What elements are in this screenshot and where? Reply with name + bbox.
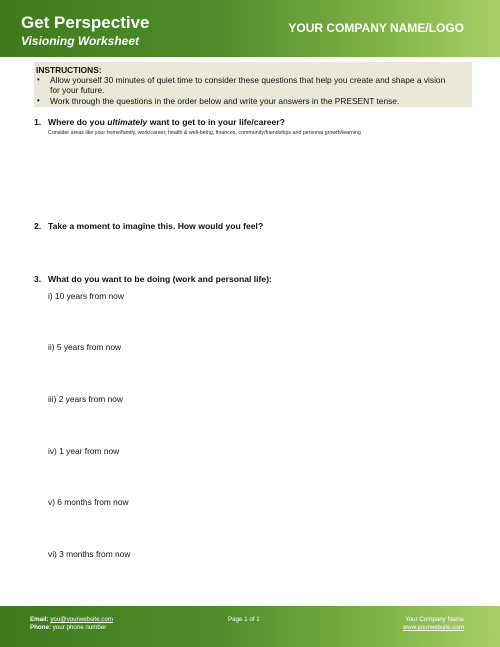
email-link[interactable]: you@yourwebsite.com bbox=[50, 616, 113, 623]
instructions-box bbox=[34, 62, 472, 107]
bullet-icon: • bbox=[37, 75, 40, 84]
footer-phone bbox=[30, 624, 106, 632]
question-number: 3. bbox=[34, 274, 42, 284]
worksheet-subtitle: Visioning Worksheet bbox=[21, 34, 140, 48]
footer-company-name: Your Company Name bbox=[405, 616, 464, 623]
bullet-icon: • bbox=[37, 96, 40, 105]
page-footer bbox=[0, 606, 500, 647]
footer-email bbox=[30, 616, 113, 624]
phone-label: Phone: bbox=[30, 624, 51, 631]
worksheet-title: Get Perspective bbox=[21, 13, 150, 32]
instruction-item bbox=[37, 96, 400, 106]
instruction-item bbox=[37, 75, 446, 85]
timeframe-item: ii) 5 years from now bbox=[48, 342, 122, 352]
page-number: Page 1 of 1 bbox=[228, 616, 260, 623]
question-text: Take a moment to imagine this. How would you feel? bbox=[48, 221, 264, 231]
timeframe-item: vi) 3 months from now bbox=[48, 549, 131, 559]
company-logo-placeholder: YOUR COMPANY NAME/LOGO bbox=[288, 21, 464, 35]
timeframe-item: iv) 1 year from now bbox=[48, 446, 120, 456]
question-text: want to get to in your life/career? bbox=[147, 117, 285, 127]
question-emphasis: ultimately bbox=[107, 117, 148, 127]
instructions-heading: INSTRUCTIONS: bbox=[36, 65, 102, 75]
instruction-text: Work through the questions in the order below and write your answers in the PRESENT tense. bbox=[50, 96, 400, 106]
website-link[interactable]: www.yourwebsite.com bbox=[402, 624, 464, 631]
timeframe-item: v) 6 months from now bbox=[48, 497, 129, 507]
question-1-note: Consider areas like your home/family, work/career, health & well-being, finances, community/friendships and personal growth/learning bbox=[48, 130, 361, 136]
question-3 bbox=[34, 274, 272, 285]
timeframe-item: i) 10 years from now bbox=[48, 291, 124, 301]
timeframe-item: iii) 2 years from now bbox=[48, 394, 123, 404]
email-label: Email: bbox=[30, 616, 49, 623]
instruction-text: for your future. bbox=[50, 85, 105, 95]
question-1 bbox=[34, 117, 285, 128]
question-number: 1. bbox=[34, 117, 42, 127]
instruction-text: Allow yourself 30 minutes of quiet time to consider these questions that help you create and shape a vision bbox=[50, 75, 446, 85]
page-header bbox=[0, 0, 500, 57]
question-text: Where do you bbox=[48, 117, 108, 127]
question-number: 2. bbox=[34, 221, 42, 231]
instruction-item-continued bbox=[50, 85, 104, 95]
question-text: What do you want to be doing (work and personal life): bbox=[48, 274, 272, 284]
question-2 bbox=[34, 221, 263, 232]
phone-value: your phone number bbox=[52, 624, 107, 631]
